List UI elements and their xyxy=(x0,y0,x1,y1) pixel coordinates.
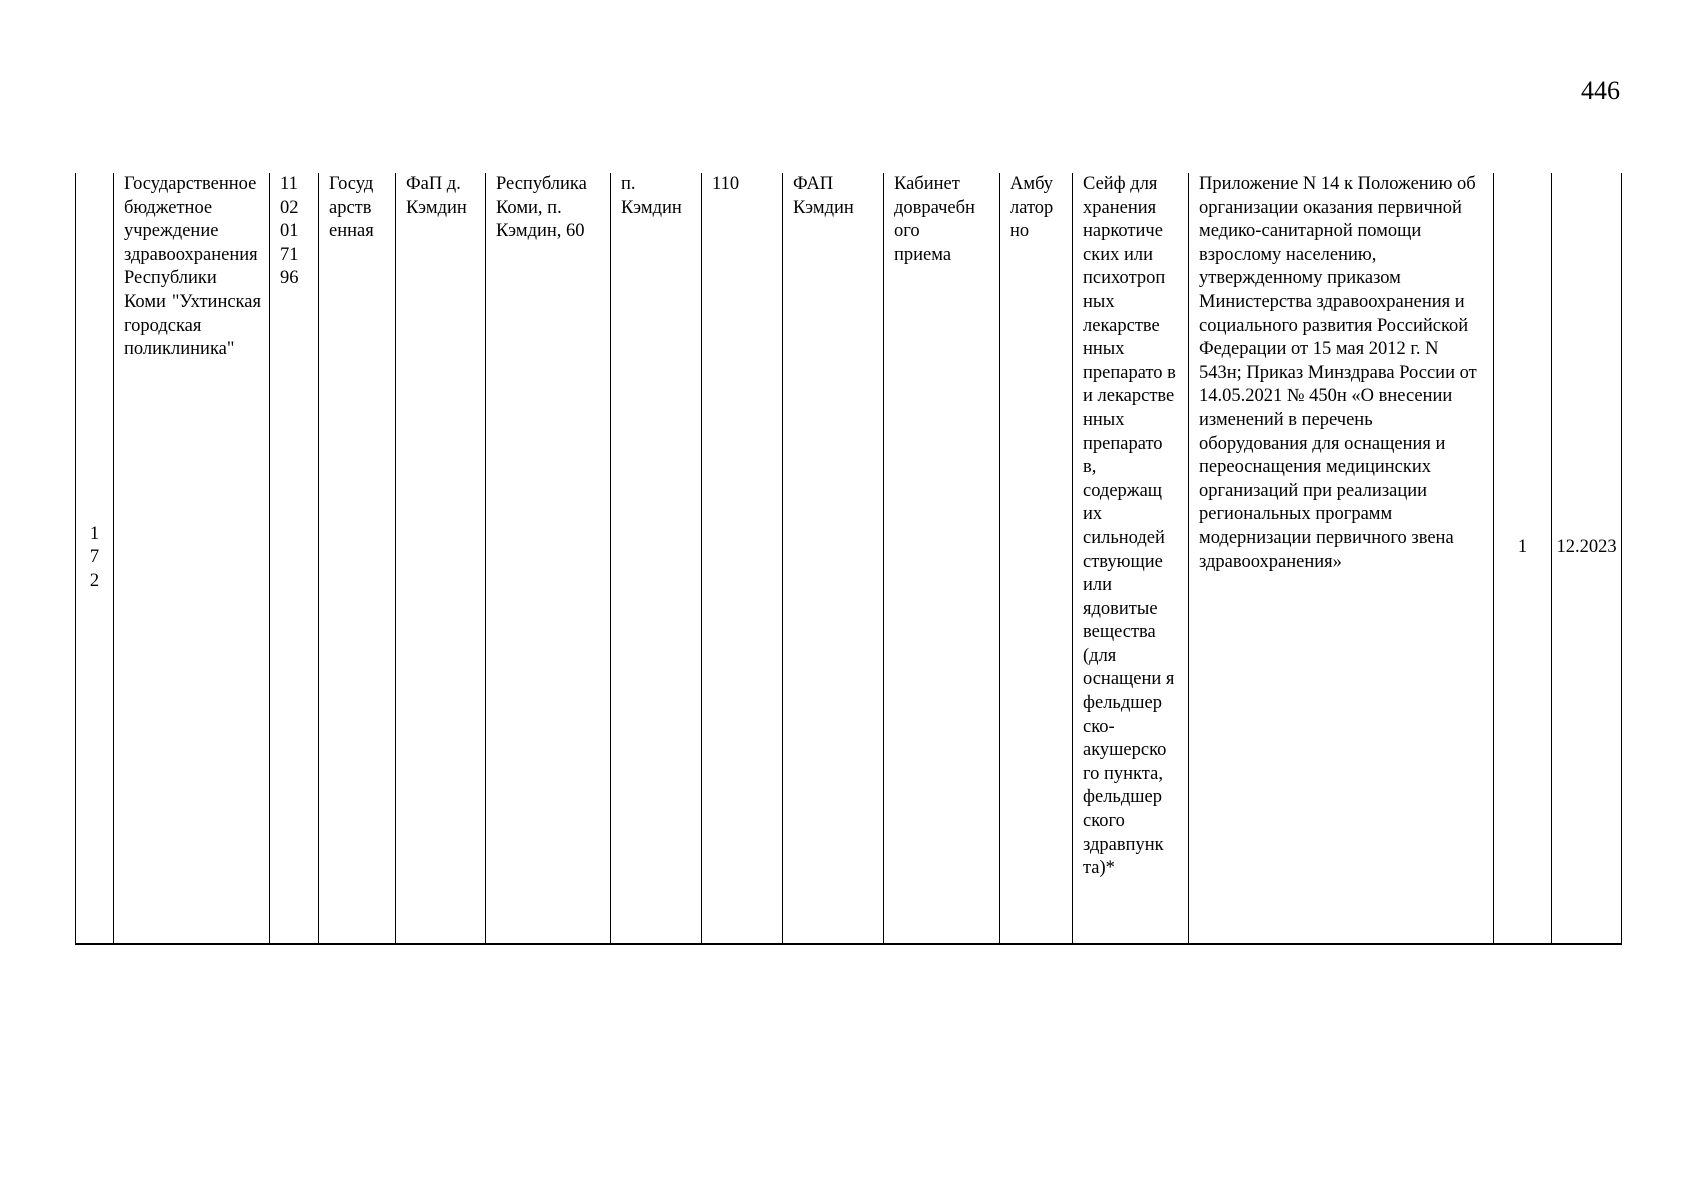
row-number: 172 xyxy=(89,523,100,591)
equipment-registry-table xyxy=(75,173,1622,945)
subdivision-cell: ФАП Кэмдин xyxy=(783,173,884,944)
date-cell: 12.2023 xyxy=(1552,173,1622,944)
institution-cell: Государственное бюджетное учреждение здравоохранения Республики Коми "Ухтинская городская поликлиника" xyxy=(114,173,270,944)
table-row xyxy=(76,173,1622,944)
settlement-cell: п. Кэмдин xyxy=(611,173,702,944)
quantity-cell: 1 xyxy=(1494,173,1552,944)
regulation-cell: Приложение N 14 к Положению об организации оказания первичной медико-санитарной помощи взрослому населению, утвержденному приказом Министерства здравоохранения и социального развития Российской Федерации от 15 мая 2012 г. N 543н; Приказ Минздрава России от 14.05.2021 № 450н «О внесении изменений в перечень оборудования для оснащения и переоснащения медицинских организаций при реализации региональных программ модернизации первичного звена здравоохранения» xyxy=(1189,173,1494,944)
code-cell: 110 xyxy=(702,173,783,944)
address-cell: Республика Коми, п. Кэмдин, 60 xyxy=(486,173,611,944)
row-number-cell xyxy=(76,173,114,944)
inn-cell: 11 02 01 71 96 xyxy=(270,173,319,944)
room-cell: Кабинет доврачебн ого приема xyxy=(884,173,1000,944)
unit-cell: ФаП д. Кэмдин xyxy=(396,173,486,944)
ownership-cell: Госуд арств енная xyxy=(319,173,396,944)
page-number: 446 xyxy=(1581,76,1620,105)
care-type-cell: Амбу латор но xyxy=(1000,173,1073,944)
equipment-cell: Сейф для хранения наркотиче ских или психотроп ных лекарстве нных препарато в и лекарстве нных препарато в, содержащ их сильнодей ствующие или ядовитые вещества (для оснащени я фельдшер ско-акушерско го пункта, фельдшер ского здравпунк та)* xyxy=(1073,173,1189,944)
